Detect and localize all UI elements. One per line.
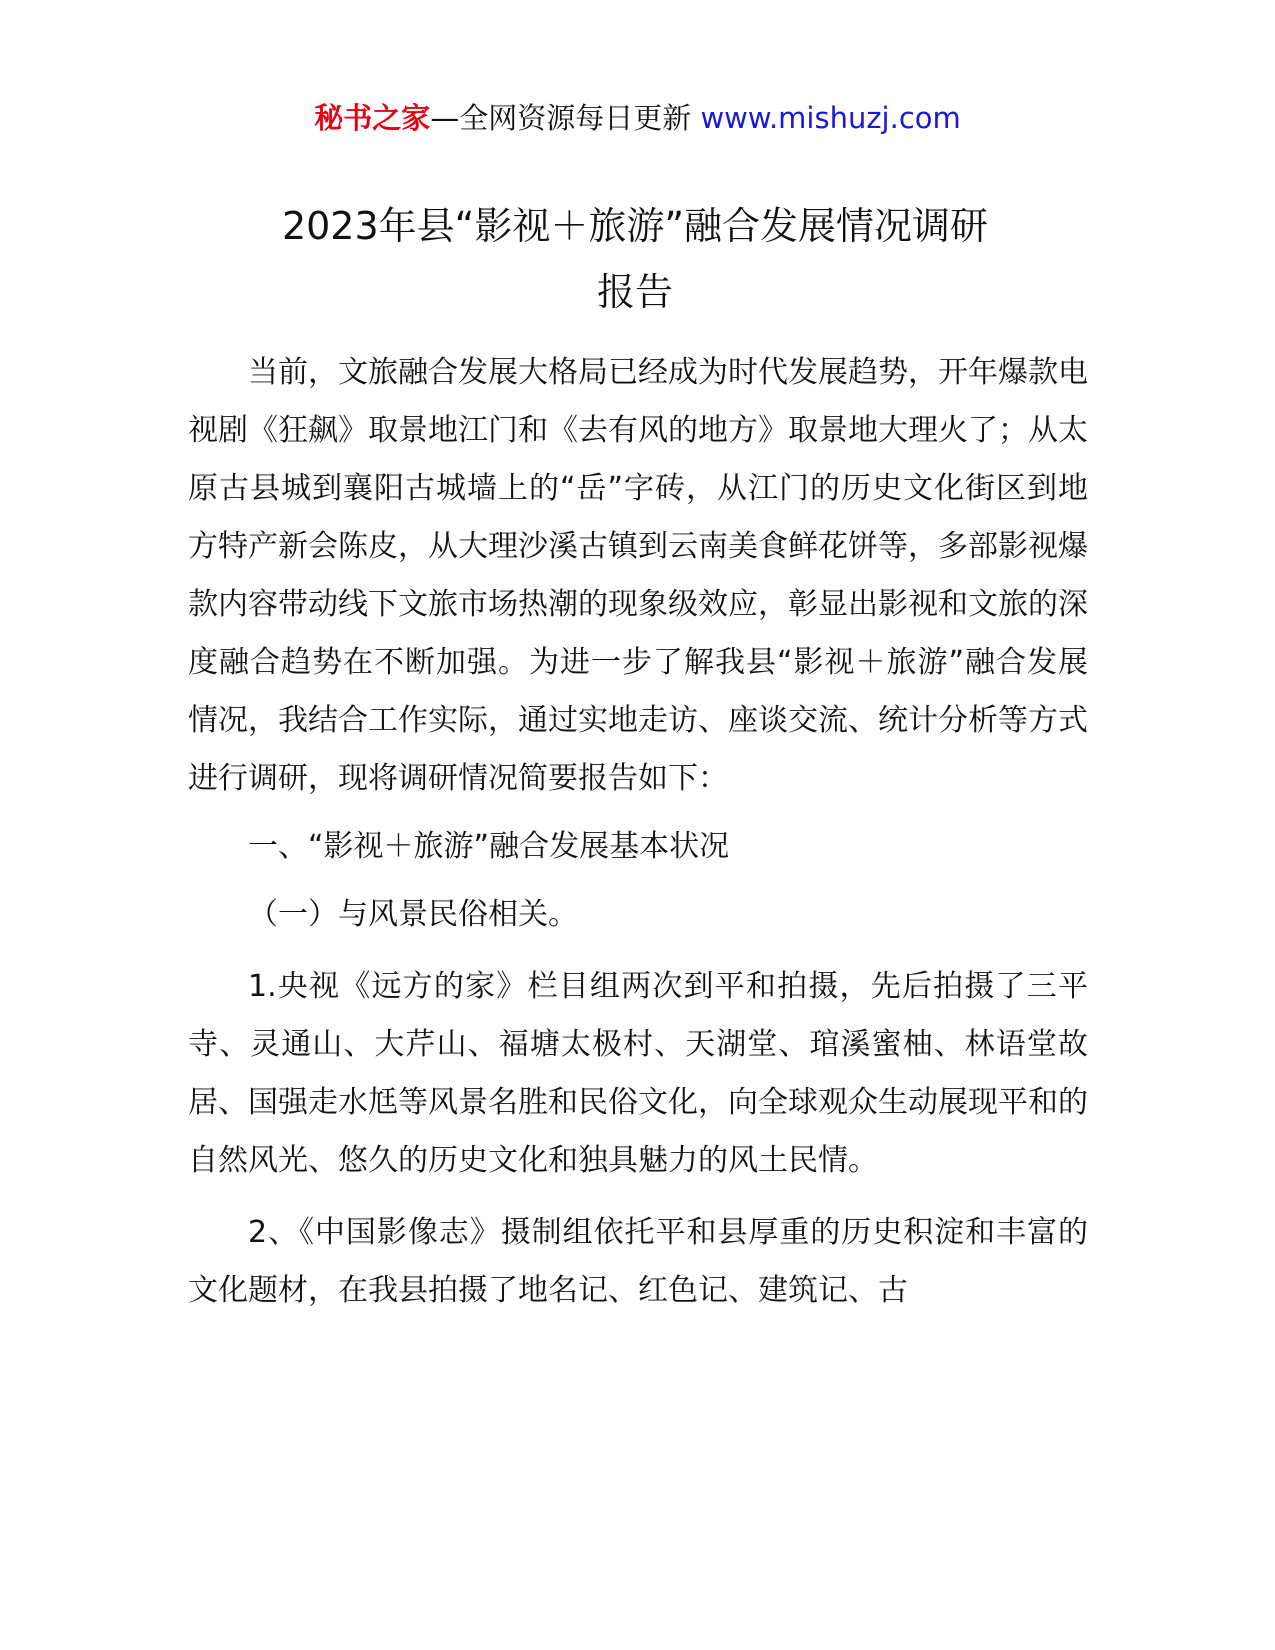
subsection-heading: （一）与风景民俗相关。	[248, 897, 578, 932]
document-body	[188, 344, 1088, 1320]
item-paragraph-2: 2、《中国影像志》摄制组依托平和县厚重的历史积淀和丰富的文化题材，在我县拍摄了地名记、红色记、建筑记、古	[188, 1215, 1088, 1308]
document-title	[185, 193, 1085, 325]
title-line-1: 2023年县“影视＋旅游”融合发展情况调研	[281, 204, 989, 248]
site-url-link[interactable]: www.mishuzj.com	[700, 101, 961, 135]
brand-name: 秘书之家	[314, 101, 431, 135]
intro-paragraph: 当前，文旅融合发展大格局已经成为时代发展趋势，开年爆款电视剧《狂飙》取景地江门和《去有风的地方》取景地大理火了；从太原古县城到襄阳古城墙上的“岳”字砖，从江门的历史文化街区到地方特产新会陈皮，从大理沙溪古镇到云南美食鲜花饼等，多部影视爆款内容带动线下文旅市场热潮的现象级效应，彰显出影视和文旅的深度融合趋势在不断加强。为进一步了解我县“影视＋旅游”融合发展情况，我结合工作实际，通过实地走访、座谈交流、统计分析等方式进行调研，现将调研情况简要报告如下：	[188, 355, 1088, 796]
title-line-2: 报告	[596, 270, 673, 314]
site-header	[0, 98, 1275, 138]
header-tagline: —全网资源每日更新	[430, 101, 692, 135]
item-paragraph-1: 1.央视《远方的家》栏目组两次到平和拍摄，先后拍摄了三平寺、灵通山、大芹山、福塘太极村、天湖堂、琯溪蜜柚、林语堂故居、国强走水尪等风景名胜和民俗文化，向全球观众生动展现平和的自然风光、悠久的历史文化和独具魅力的风土民情。	[188, 969, 1088, 1178]
section-heading: 一、“影视＋旅游”融合发展基本状况	[248, 829, 730, 864]
